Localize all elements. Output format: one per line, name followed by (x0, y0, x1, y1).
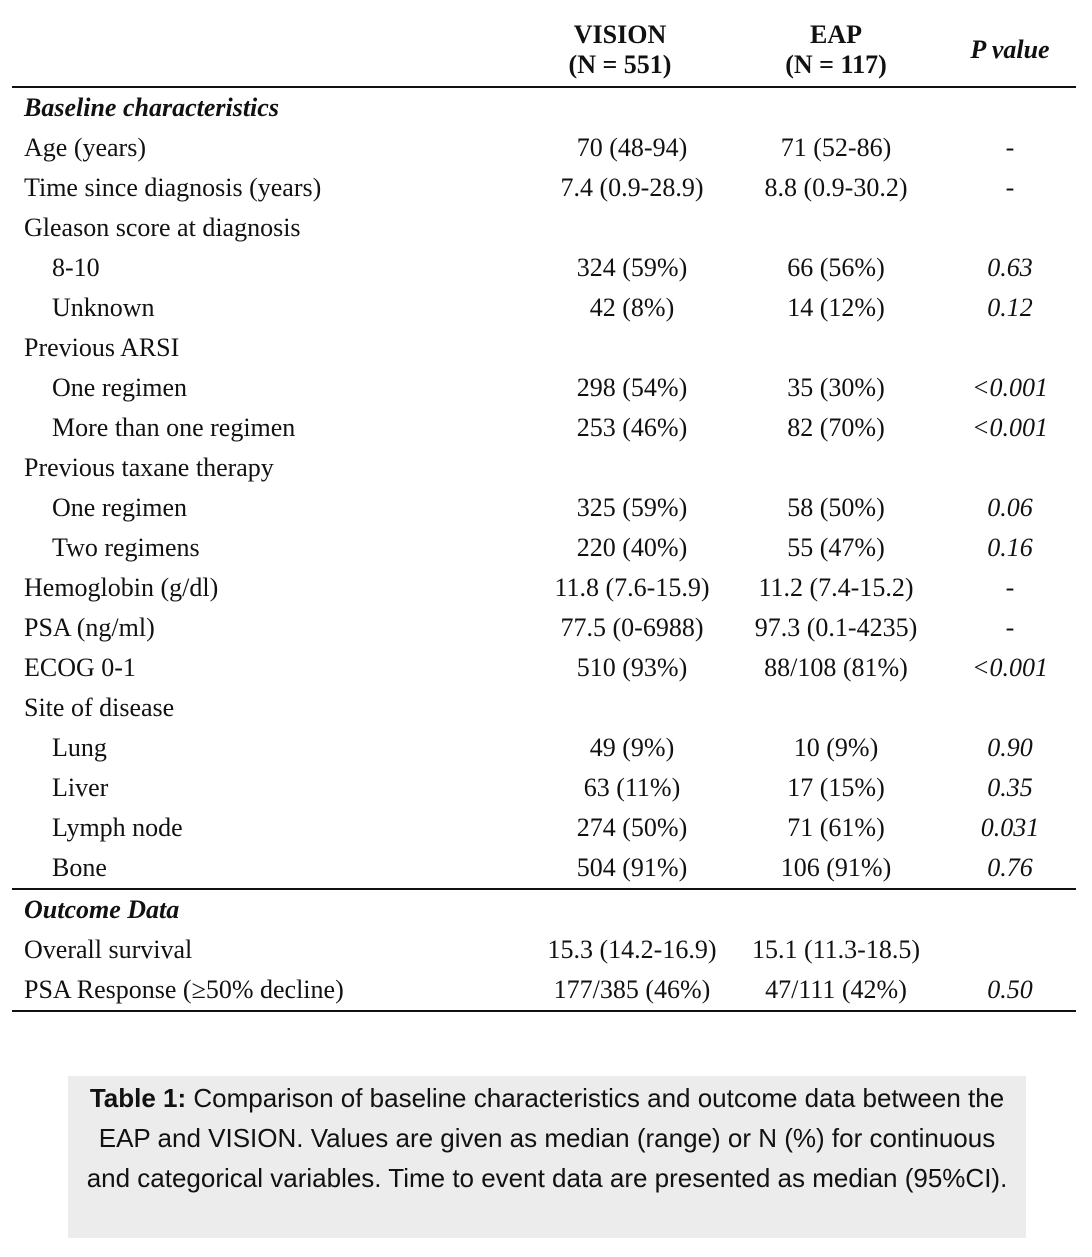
eap-value: 106 (91%) (780, 853, 892, 882)
vision-value: 63 (11%) (583, 773, 681, 802)
row-label: Unknown (52, 293, 155, 322)
eap-value: 35 (30%) (787, 373, 885, 402)
table-body (12, 88, 1076, 1012)
p-value: <0.001 (971, 373, 1049, 402)
eap-value: 11.2 (7.4-15.2) (758, 573, 914, 602)
p-value: 0.031 (980, 813, 1040, 842)
vision-value: 177/385 (46%) (553, 975, 711, 1004)
row-label: Site of disease (24, 693, 175, 722)
table-caption (68, 1076, 1026, 1238)
table-row (12, 328, 1076, 368)
section-heading (12, 890, 1076, 930)
table-row (12, 248, 1076, 288)
row-label: Gleason score at diagnosis (24, 213, 301, 242)
eap-value: 66 (56%) (787, 253, 885, 282)
eap-value: 55 (47%) (787, 533, 885, 562)
vision-value: 70 (48-94) (576, 133, 688, 162)
row-label: Bone (52, 853, 107, 882)
row-label: Overall survival (24, 935, 193, 964)
row-label: Lymph node (52, 813, 183, 842)
vision-value: 49 (9%) (589, 733, 675, 762)
p-value: 0.76 (987, 853, 1033, 882)
eap-value: 10 (9%) (793, 733, 879, 762)
row-label: PSA (ng/ml) (24, 613, 155, 642)
table-row (12, 970, 1076, 1010)
eap-value: 82 (70%) (787, 413, 885, 442)
header-eap-title: EAP (810, 20, 862, 49)
vision-value: 42 (8%) (589, 293, 675, 322)
eap-value: 8.8 (0.9-30.2) (764, 173, 908, 202)
row-label: Age (years) (24, 133, 146, 162)
p-value: 0.35 (987, 773, 1033, 802)
table-row (12, 448, 1076, 488)
p-value: 0.50 (987, 975, 1033, 1004)
p-value: 0.12 (987, 293, 1033, 322)
row-label: ECOG 0-1 (24, 653, 136, 682)
row-label: Time since diagnosis (years) (24, 173, 322, 202)
table-header (12, 18, 1076, 88)
table-row (12, 128, 1076, 168)
table-row (12, 930, 1076, 970)
p-value: <0.001 (971, 413, 1049, 442)
table-row (12, 848, 1076, 888)
vision-value: 504 (91%) (576, 853, 688, 882)
vision-value: 77.5 (0-6988) (560, 613, 704, 642)
vision-value: 298 (54%) (576, 373, 688, 402)
table-row (12, 408, 1076, 448)
header-eap (736, 20, 936, 80)
vision-value: 325 (59%) (576, 493, 688, 522)
table-row (12, 728, 1076, 768)
row-label: Lung (52, 733, 107, 762)
vision-value: 7.4 (0.9-28.9) (560, 173, 704, 202)
eap-value: 71 (61%) (787, 813, 885, 842)
table-row (12, 608, 1076, 648)
header-vision-n: (N = 551) (568, 50, 672, 79)
table-row (12, 808, 1076, 848)
vision-value: 324 (59%) (576, 253, 688, 282)
vision-value: 220 (40%) (576, 533, 688, 562)
row-label: Previous ARSI (24, 333, 180, 362)
p-value: - (1005, 613, 1015, 642)
p-value: 0.63 (987, 253, 1033, 282)
row-label: One regimen (52, 373, 188, 402)
header-pvalue: P value (970, 35, 1050, 64)
row-label: Liver (52, 773, 109, 802)
row-label: PSA Response (≥50% decline) (24, 975, 344, 1004)
row-label: Previous taxane therapy (24, 453, 274, 482)
eap-value: 88/108 (81%) (764, 653, 908, 682)
row-label: One regimen (52, 493, 188, 522)
p-value: 0.16 (987, 533, 1033, 562)
p-value: - (1005, 173, 1015, 202)
eap-value: 58 (50%) (787, 493, 885, 522)
caption-text: Comparison of baseline characteristics and outcome data between the EAP and VISION. Values are given as median (range) or N (%) for continuous and categorical variables. Time to event data are presented as median (95%CI). (86, 1083, 1008, 1193)
caption-label: Table 1: (89, 1083, 187, 1113)
row-label: Two regimens (52, 533, 200, 562)
vision-value: 11.8 (7.6-15.9) (554, 573, 710, 602)
vision-value: 274 (50%) (576, 813, 688, 842)
comparison-table (12, 18, 1076, 1012)
p-value: 0.90 (987, 733, 1033, 762)
table-row (12, 688, 1076, 728)
table-row (12, 768, 1076, 808)
section-title: Outcome Data (24, 895, 180, 924)
eap-value: 97.3 (0.1-4235) (754, 613, 918, 642)
vision-value: 15.3 (14.2-16.9) (547, 935, 717, 964)
p-value: 0.06 (987, 493, 1033, 522)
table-row (12, 528, 1076, 568)
p-value: - (1005, 133, 1015, 162)
p-value: <0.001 (971, 653, 1049, 682)
vision-value: 253 (46%) (576, 413, 688, 442)
eap-value: 47/111 (42%) (765, 975, 907, 1004)
table-row (12, 288, 1076, 328)
table-row (12, 208, 1076, 248)
table-bottom-rule (12, 1010, 1076, 1012)
table-row (12, 168, 1076, 208)
header-vision-title: VISION (573, 20, 667, 49)
table-row (12, 648, 1076, 688)
eap-value: 71 (52-86) (780, 133, 892, 162)
section-heading (12, 88, 1076, 128)
vision-value: 510 (93%) (576, 653, 688, 682)
row-label: More than one regimen (52, 413, 296, 442)
table-row (12, 488, 1076, 528)
header-eap-n: (N = 117) (785, 50, 887, 79)
row-label: 8-10 (52, 253, 100, 282)
table-row (12, 568, 1076, 608)
header-vision (520, 20, 720, 80)
p-value: - (1005, 573, 1015, 602)
eap-value: 17 (15%) (787, 773, 885, 802)
table-row (12, 368, 1076, 408)
row-label: Hemoglobin (g/dl) (24, 573, 219, 602)
eap-value: 15.1 (11.3-18.5) (751, 935, 920, 964)
eap-value: 14 (12%) (787, 293, 885, 322)
section-title: Baseline characteristics (24, 93, 279, 122)
